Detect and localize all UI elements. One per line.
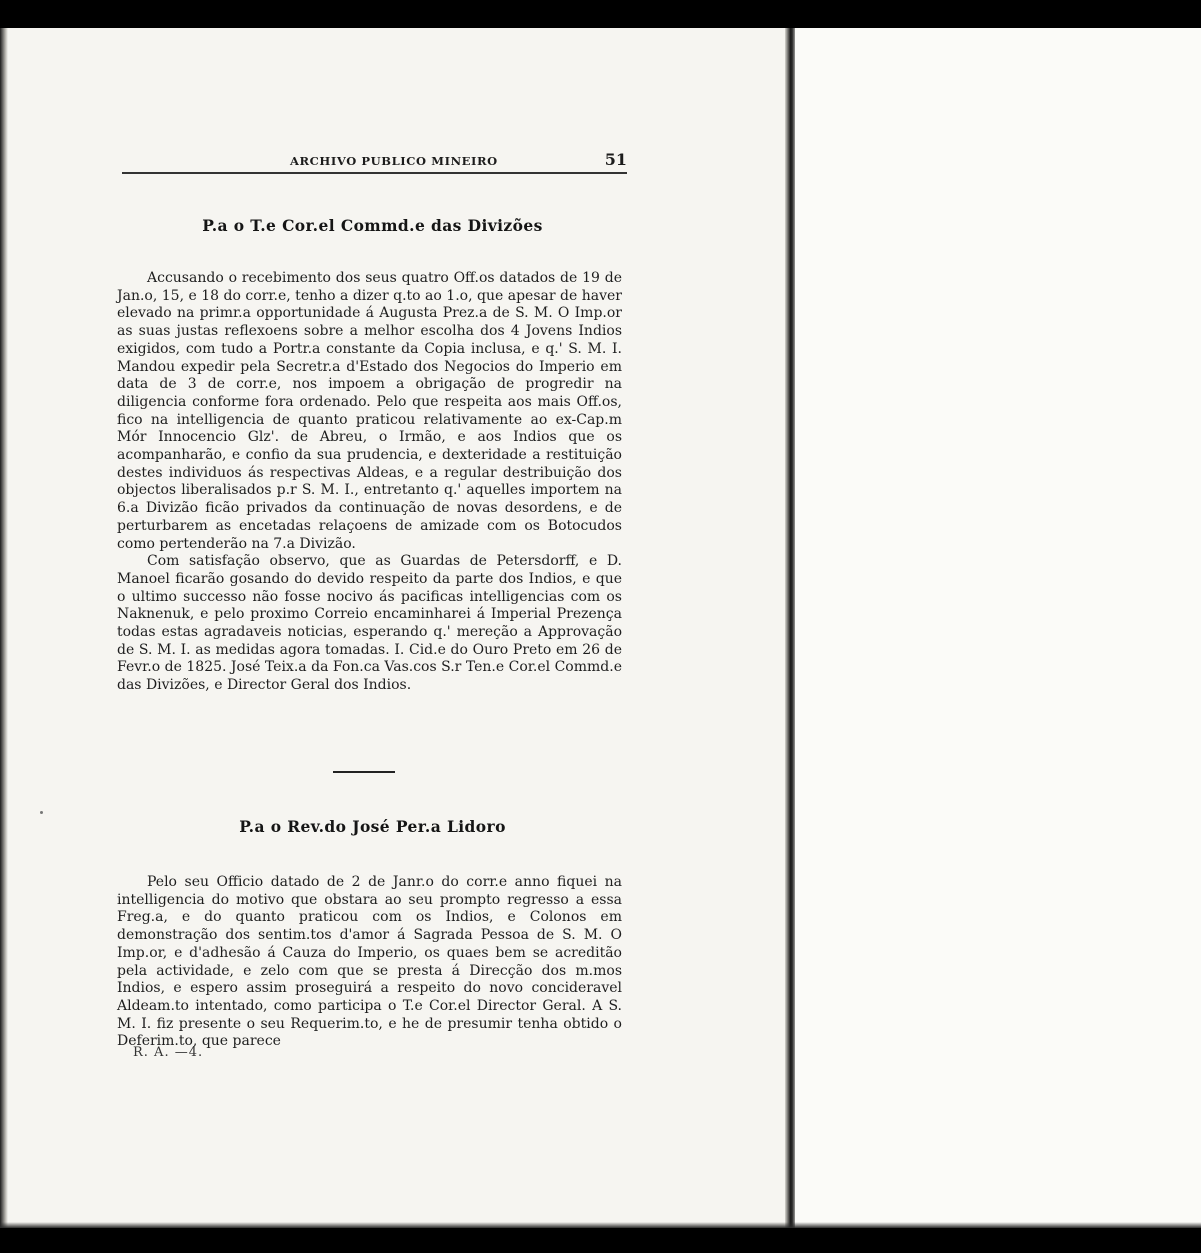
page-edge-shadow — [0, 28, 8, 1228]
section-body-1 — [117, 270, 622, 695]
left-page — [0, 28, 790, 1228]
section-heading-1: P.a o T.e Cor.el Commd.e das Divizões — [202, 216, 543, 235]
paragraph: Pelo seu Officio datado de 2 de Janr.o do corr.e anno fiquei na intelligencia do motivo que obstara ao seu prompto regresso a essa Freg.a, e do quanto praticou com os Indios, e Colonos em demonstração dos sentim.tos d'amor á Sagrada Pessoa de S. M. O Imp.or, e d'adhesão á Cauza do Imperio, os quaes bem se acreditão pela actividade, e zelo com que se presta á Direcção dos m.mos Indios, e espero assim proseguirá a respeito do novo concideravel Aldeam.to intentado, como participa o T.e Cor.el Director Geral. A S. M. I. fiz presente o seu Requerim.to, e he de presumir tenha obtido o Deferim.to, que parece — [117, 874, 622, 1050]
section-divider — [333, 771, 395, 773]
section-body-2 — [117, 874, 622, 1051]
bottom-edge-shadow — [0, 1222, 1201, 1228]
page-number: 51 — [604, 150, 627, 169]
right-page-blank — [795, 28, 1201, 1228]
scanned-book-spread — [0, 28, 1201, 1228]
signature-mark: R. A. —4. — [133, 1045, 204, 1060]
paragraph: Com satisfação observo, que as Guardas de Petersdorff, e D. Manoel ficarão gosando do devido respeito da parte dos Indios, e que o ultimo successo não fosse nocivo ás pacificas intelligencias com os Naknenuk, e pelo proximo Correio encaminharei á Imperial Prezença todas estas agradaveis noticias, esperando q.' mereção a Approvação de S. M. I. as medidas agora tomadas. I. Cid.e do Ouro Preto em 26 de Fevr.o de 1825. José Teix.a da Fon.ca Vas.cos S.r Ten.e Cor.el Commd.e das Divizões, e Director Geral dos Indios. — [117, 553, 622, 694]
running-title: ARCHIVO PUBLICO MINEIRO — [290, 154, 498, 168]
running-head — [122, 150, 627, 174]
paragraph: Accusando o recebimento dos seus quatro Off.os datados de 19 de Jan.o, 15, e 18 do corr.e, tenho a dizer q.to ao 1.o, que apesar de haver elevado na primr.a opportunidade á Augusta Prez.a de S. M. O Imp.or as suas justas reflexoens sobre a melhor escolha dos 4 Jovens Indios exigidos, com tudo a Portr.a constante da Copia inclusa, e q.' S. M. I. Mandou expedir pela Secretr.a d'Estado dos Negocios do Imperio em data de 3 de corr.e, nos impoem a obrigação de progredir na diligencia conforme fora ordenado. Pelo que respeita aos mais Off.os, fico na intelligencia de quanto praticou relativamente ao ex-Cap.m Mór Innocencio Glz'. de Abreu, o Irmão, e aos Indios que os acompanharão, e confio da sua prudencia, e dexteridade a restituição destes individuos ás respectivas Aldeas, e a regular destribuição dos objectos liberalisados p.r S. M. I., entretanto q.' aquelles importem na 6.a Divizão ficão privados da continuação de novas desordens, e de perturbarem as encetadas relaçoens de amizade com os Botocudos como pertenderão na 7.a Divizão. — [117, 270, 622, 552]
header-rule — [122, 172, 627, 174]
section-heading-2: P.a o Rev.do José Per.a Lidoro — [239, 817, 506, 836]
scan-speck — [40, 811, 43, 814]
